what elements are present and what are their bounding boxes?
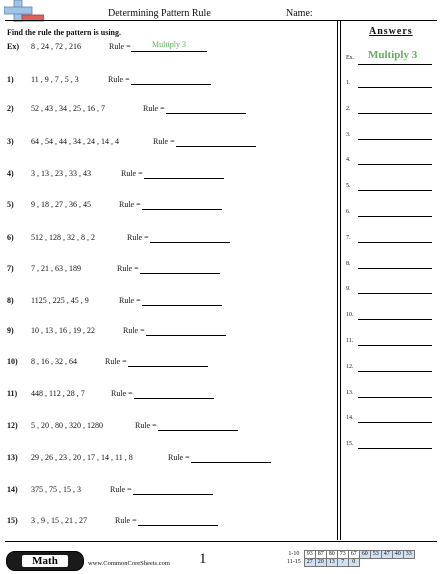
answer-ex-label: Ex. [346, 55, 355, 61]
answer-number: 11. [346, 338, 354, 344]
rule-label: Rule = [110, 485, 132, 494]
answer-blank[interactable] [358, 139, 432, 140]
rule-label: Rule = [111, 389, 133, 398]
answer-number: 10. [346, 312, 354, 319]
answer-number: 7. [346, 234, 351, 241]
rule-label: Rule = [153, 137, 175, 146]
example-sequence: 8 , 24 , 72 , 216 [31, 42, 81, 51]
answer-ex-value: Multiply 3 [368, 49, 418, 61]
answer-blank[interactable] [358, 164, 432, 165]
rule-answer-blank[interactable] [142, 209, 222, 210]
math-badge-label: Math [22, 555, 68, 567]
problem-number: 8) [7, 296, 14, 305]
problem-sequence: 64 , 54 , 44 , 34 , 24 , 14 , 4 [31, 137, 119, 146]
problem-number: 2) [7, 104, 14, 113]
answer-number: 8. [346, 260, 351, 267]
score-row [285, 559, 414, 567]
page-number: 1 [199, 551, 207, 567]
problem-number: 7) [7, 264, 14, 273]
answer-blank[interactable] [358, 216, 432, 217]
answer-blank[interactable] [358, 397, 432, 398]
answers-title: Answers [369, 26, 413, 37]
problem-number: 15) [7, 516, 18, 525]
answer-blank[interactable] [358, 113, 432, 114]
problem-sequence: 375 , 75 , 15 , 3 [31, 485, 81, 494]
answer-blank[interactable] [358, 268, 432, 269]
answer-blank[interactable] [358, 448, 432, 449]
math-badge [6, 551, 84, 571]
answer-number: 15. [346, 441, 354, 448]
example-label: Ex) [7, 42, 19, 51]
header-divider [5, 20, 437, 21]
rule-label: Rule = [105, 357, 127, 366]
problem-number: 14) [7, 485, 18, 494]
score-cell: 73 [337, 551, 348, 559]
rule-label: Rule = [117, 264, 139, 273]
problem-sequence: 10 , 13 , 16 , 19 , 22 [31, 326, 95, 335]
rule-answer-blank[interactable] [133, 494, 213, 495]
answer-blank[interactable] [358, 422, 432, 423]
score-cell: 13 [326, 559, 337, 567]
answer-number: 3. [346, 131, 351, 138]
rule-label: Rule = [135, 421, 157, 430]
rule-label: Rule = [119, 296, 141, 305]
instructions: Find the rule the pattern is using. [7, 28, 122, 37]
score-cell: 87 [315, 551, 326, 559]
problem-sequence: 52 , 43 , 34 , 25 , 16 , 7 [31, 104, 105, 113]
answer-blank[interactable] [358, 319, 432, 320]
score-cell: 7 [337, 559, 348, 567]
rule-label: Rule = [143, 104, 165, 113]
rule-answer-blank[interactable] [176, 146, 256, 147]
answer-blank[interactable] [358, 87, 432, 88]
answer-number: 5. [346, 183, 351, 190]
plus-logo-icon [4, 0, 44, 22]
example-rule-label: Rule = [109, 42, 131, 51]
rule-label: Rule = [121, 169, 143, 178]
problem-number: 6) [7, 233, 14, 242]
rule-label: Rule = [115, 516, 137, 525]
problem-number: 3) [7, 137, 14, 146]
example-answer-line [131, 51, 207, 52]
score-cell: 60 [359, 551, 370, 559]
problem-sequence: 5 , 20 , 80 , 320 , 1280 [31, 421, 103, 430]
problem-sequence: 512 , 128 , 32 , 8 , 2 [31, 233, 95, 242]
answer-number: 1. [346, 80, 351, 86]
score-cell: 27 [304, 559, 315, 567]
score-cell: 0 [348, 559, 359, 567]
answer-number: 13. [346, 389, 354, 396]
problem-number: 13) [7, 453, 18, 462]
answer-number: 6. [346, 209, 351, 215]
rule-answer-blank[interactable] [150, 242, 230, 243]
answer-blank[interactable] [358, 371, 432, 372]
problem-sequence: 9 , 18 , 27 , 36 , 45 [31, 200, 91, 209]
column-divider-inner [340, 21, 341, 540]
problem-number: 1) [7, 75, 14, 84]
problem-number: 4) [7, 169, 14, 178]
score-row-label: 1-10 [288, 551, 300, 557]
problem-sequence: 7 , 21 , 63 , 189 [31, 264, 81, 273]
answer-blank[interactable] [358, 293, 432, 294]
problem-sequence: 3 , 9 , 15 , 21 , 27 [31, 516, 87, 525]
problem-sequence: 11 , 9 , 7 , 5 , 3 [31, 75, 79, 84]
problem-number: 9) [7, 326, 14, 335]
footer-divider [5, 541, 437, 542]
rule-answer-blank[interactable] [166, 113, 246, 114]
answer-number: 4. [346, 157, 351, 164]
site-url: www.CommonCoreSheets.com [88, 560, 170, 567]
score-cell: 93 [304, 551, 315, 559]
rule-answer-blank[interactable] [128, 366, 208, 367]
score-table [285, 550, 415, 567]
problem-sequence: 448 , 112 , 28 , 7 [31, 389, 85, 398]
score-cell: 47 [381, 551, 392, 559]
problem-number: 10) [7, 357, 18, 366]
score-row-label: 11-15 [287, 559, 301, 565]
problem-sequence: 29 , 26 , 23 , 20 , 17 , 14 , 11 , 8 [31, 453, 133, 462]
problem-sequence: 1125 , 225 , 45 , 9 [31, 296, 89, 305]
answer-number: 2. [346, 105, 351, 112]
score-row [285, 551, 414, 559]
rule-answer-blank[interactable] [191, 462, 271, 463]
answer-blank[interactable] [358, 345, 432, 346]
score-cell: 67 [348, 551, 359, 559]
score-cell: 40 [392, 551, 403, 559]
score-cell: 53 [370, 551, 381, 559]
answer-blank[interactable] [358, 242, 432, 243]
rule-label: Rule = [119, 200, 141, 209]
rule-answer-blank[interactable] [144, 178, 224, 179]
answer-blank[interactable] [358, 190, 432, 191]
rule-answer-blank[interactable] [134, 398, 214, 399]
rule-label: Rule = [123, 326, 145, 335]
score-cell: 80 [326, 551, 337, 559]
rule-answer-blank[interactable] [146, 335, 226, 336]
rule-answer-blank[interactable] [131, 84, 211, 85]
example-answer: Multiply 3 [151, 40, 186, 49]
worksheet-title: Determining Pattern Rule [108, 8, 211, 19]
answer-number: 9. [346, 286, 351, 293]
rule-label: Rule = [108, 75, 130, 84]
problem-sequence: 8 , 16 , 32 , 64 [31, 357, 77, 366]
score-cell: 20 [315, 559, 326, 567]
problem-number: 11) [7, 389, 18, 398]
rule-answer-blank[interactable] [140, 273, 220, 274]
answer-number: 12. [346, 363, 354, 370]
answer-number: 14. [346, 415, 354, 422]
rule-label: Rule = [168, 453, 190, 462]
name-label: Name: [286, 8, 313, 19]
rule-answer-blank[interactable] [138, 525, 218, 526]
rule-label: Rule = [127, 233, 149, 242]
rule-answer-blank[interactable] [142, 305, 222, 306]
problem-number: 12) [7, 421, 18, 430]
column-divider [337, 21, 338, 540]
answer-ex-line [358, 64, 432, 65]
score-cell: 33 [403, 551, 414, 559]
rule-answer-blank[interactable] [158, 430, 238, 431]
problem-sequence: 3 , 13 , 23 , 33 , 43 [31, 169, 91, 178]
problem-number: 5) [7, 200, 14, 209]
